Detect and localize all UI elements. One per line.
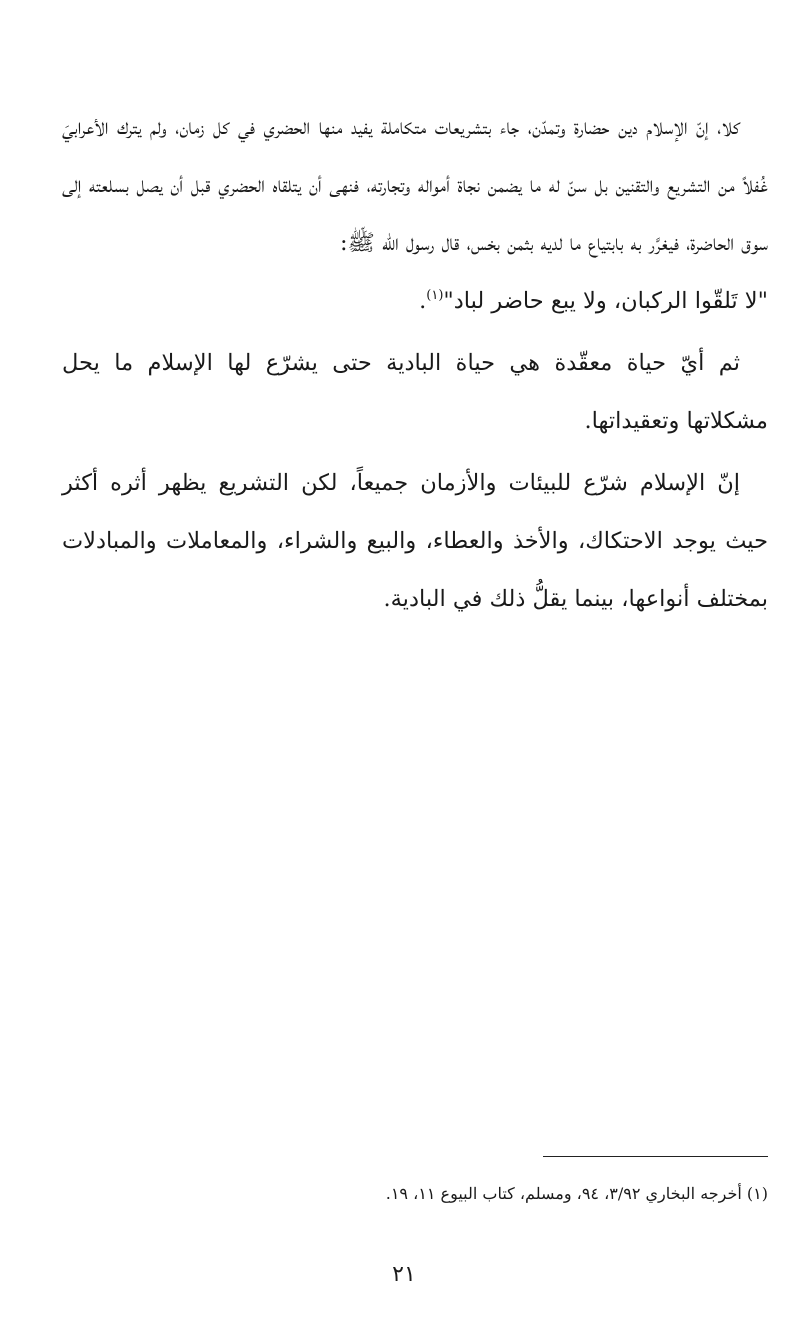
hadith-text: "لا تَلقّوا الركبان، ولا يبع حاضر لباد": [443, 288, 768, 314]
hadith-trailing-punct: .: [419, 288, 427, 314]
main-text: [62, 98, 768, 628]
page-number: ٢١: [392, 1262, 416, 1287]
footnote: (١) أخرجه البخاري ٣/٩٢، ٩٤، ومسلم، كتاب البيوع ١١، ١٩.: [385, 1184, 768, 1203]
footnote-marker[interactable]: (١): [426, 288, 444, 303]
paragraph-1: كلا، إنّ الإسلام دين حضارة وتمدّن، جاء بتشريعات متكاملة يفيد منها الحضري في كل زمان، ولم يترك الأعرابيَ غُفلاً من التشريع والتقنين بل سنّ له ما يضمن نجاة أمواله وتجارته، فنهى أن يتلقاه الحضري قبل أن يصل بسلعته إلى سوق الحاضرة، فيغرَّر به بابتياع ما لديه بثمن بخس، قال رسول الله ﷺ:: [62, 114, 768, 256]
hadith-quote: [62, 272, 768, 330]
footnote-divider: [543, 1156, 768, 1157]
paragraph-2: ثم أيّ حياة معقّدة هي حياة البادية حتى يشرّع لها الإسلام ما يحل مشكلاتها وتعقيداتها.: [62, 350, 768, 434]
paragraph-3: إنّ الإسلام شرّع للبيئات والأزمان جميعاً، لكن التشريع يظهر أثره أكثر حيث يوجد الاحتكاك، والأخذ والعطاء، والبيع والشراء، والمعاملات والمبادلات بمختلف أنواعها، بينما يقلُّ ذلك في البادية.: [62, 470, 768, 612]
